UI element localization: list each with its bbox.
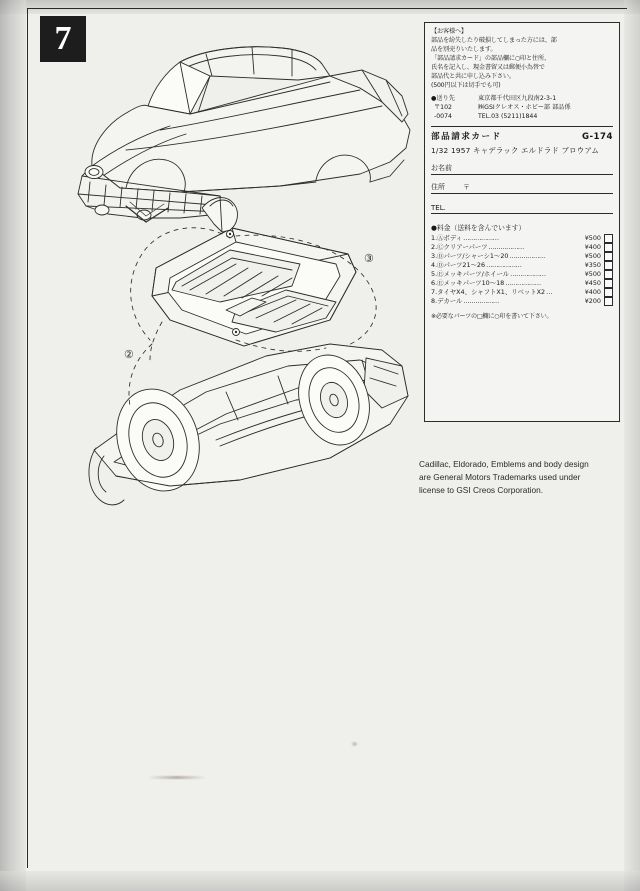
price-amount: ¥500: [584, 233, 601, 242]
tel-field[interactable]: [431, 204, 613, 214]
leader-dots: ………………: [486, 261, 522, 270]
scan-edge-right: [624, 0, 640, 891]
note-line-2: 品を別売りいたします。: [431, 45, 497, 53]
price-label: 3.Ⓓパーツ/シャーシ1～20: [431, 251, 509, 260]
callout-2: ②: [124, 349, 134, 361]
price-checkbox[interactable]: [604, 288, 613, 297]
card-title-row: [431, 130, 613, 142]
postal-code-line-1: 〒102: [434, 104, 452, 112]
price-amount: ¥450: [584, 279, 601, 288]
price-row: [431, 243, 613, 252]
leader-dots: ………………: [510, 270, 546, 279]
trademark-line-0: Cadillac, Eldorado, Emblems and body design: [419, 459, 589, 469]
address-line-2: TEL.03 (5211)1844: [478, 113, 538, 121]
customer-note: [431, 28, 613, 91]
divider-top: [431, 126, 613, 127]
postal-mark-icon: 〒: [463, 182, 470, 191]
price-row: [431, 234, 613, 243]
leader-dots: …: [546, 288, 553, 297]
card-code: G-174: [581, 131, 613, 142]
price-row: [431, 288, 613, 297]
leader-dots: ………………: [488, 242, 524, 251]
price-checkbox[interactable]: [604, 243, 613, 252]
price-checkbox[interactable]: [604, 234, 613, 243]
name-field[interactable]: [431, 163, 613, 175]
scan-edge-left: [0, 0, 26, 891]
interior-tub-drawing: [152, 228, 356, 346]
kit-subtitle: 1/32 1957 キャデラック エルドラド ブロウアム: [431, 145, 599, 155]
price-amount: ¥500: [584, 270, 601, 279]
price-label: 1.Ⓐボディ: [431, 233, 463, 242]
note-line-1: 部品を紛失したり破損してしまった方には、部: [431, 36, 557, 44]
paper-smudge: [148, 776, 206, 779]
step-number-badge: 7: [40, 16, 86, 62]
postal-code-line-2: -0074: [434, 113, 452, 121]
callout-3: ③: [364, 253, 374, 265]
trademark-line-1: are General Motors Trademarks used under: [419, 471, 581, 482]
chassis-drawing: [89, 344, 408, 505]
page-border-left: [27, 8, 28, 868]
price-row: [431, 270, 613, 279]
price-amount: ¥400: [584, 288, 601, 297]
paper-speck: [352, 742, 357, 746]
car-body-drawing: [78, 47, 410, 222]
note-line-0: 【お客様へ】: [431, 28, 467, 35]
price-heading: ●料金（送料を含んでいます）: [431, 223, 526, 232]
name-field-label: お名前: [431, 163, 452, 172]
trademark-notice: [419, 458, 619, 497]
price-amount: ¥350: [584, 261, 601, 270]
card-title: 部品請求カード: [431, 131, 502, 142]
address-line-1: ㈱GSIクレオス・ホビー部 部品係: [478, 104, 571, 112]
price-row: [431, 261, 613, 270]
leader-dots: ………………: [463, 233, 499, 242]
address-field-label: 住所: [431, 182, 445, 191]
price-checkbox[interactable]: [604, 297, 613, 306]
price-list: [431, 234, 613, 307]
parts-order-card: [424, 22, 620, 422]
price-amount: ¥200: [584, 297, 601, 306]
price-label: 2.Ⓒクリアーパーツ: [431, 242, 488, 251]
tel-field-label: TEL.: [431, 203, 446, 212]
price-amount: ¥400: [584, 242, 601, 251]
note-line-5: 部品代と共に申し込み下さい。: [431, 72, 515, 80]
leader-dots: ………………: [505, 279, 541, 288]
shipping-label: ●送り先: [431, 94, 455, 102]
trademark-line-2: license to GSI Creos Corporation.: [419, 484, 544, 495]
note-line-4: 氏名を記入し、現金書留又は郵便小為替で: [431, 63, 545, 71]
price-row: [431, 279, 613, 288]
assembly-illustration: [30, 10, 422, 530]
leader-dots: ………………: [463, 297, 499, 306]
price-label: 5.Ⓔメッキパーツ/ホイール: [431, 270, 510, 279]
address-field[interactable]: [431, 182, 613, 194]
price-checkbox[interactable]: [604, 252, 613, 261]
price-row: [431, 252, 613, 261]
price-label: 8.デカール: [431, 297, 463, 306]
note-line-3: 「部品請求カード」の部品欄に○印と住所、: [431, 54, 550, 62]
note-line-6: (500円以下は切手でも可): [431, 81, 501, 89]
price-row: [431, 297, 613, 306]
price-label: 7.タイヤX4、シャフトX1、リベットX2: [431, 288, 546, 297]
price-checkbox[interactable]: [604, 279, 613, 288]
order-footer-note: ※必要なパーツの□欄に○印を書いて下さい。: [431, 312, 553, 320]
page-border-top: [27, 8, 627, 9]
scan-edge-bottom: [0, 871, 640, 891]
leader-dots: ………………: [509, 251, 545, 260]
price-label: 4.Ⓓパーツ21～26: [431, 261, 486, 270]
address-line-0: 東京都千代田区九段南2-3-1: [478, 94, 557, 102]
shipping-address-block: [431, 94, 613, 122]
price-amount: ¥500: [584, 251, 601, 260]
price-checkbox[interactable]: [604, 270, 613, 279]
price-label: 6.Ⓔメッキパーツ10～18: [431, 279, 505, 288]
price-checkbox[interactable]: [604, 261, 613, 270]
